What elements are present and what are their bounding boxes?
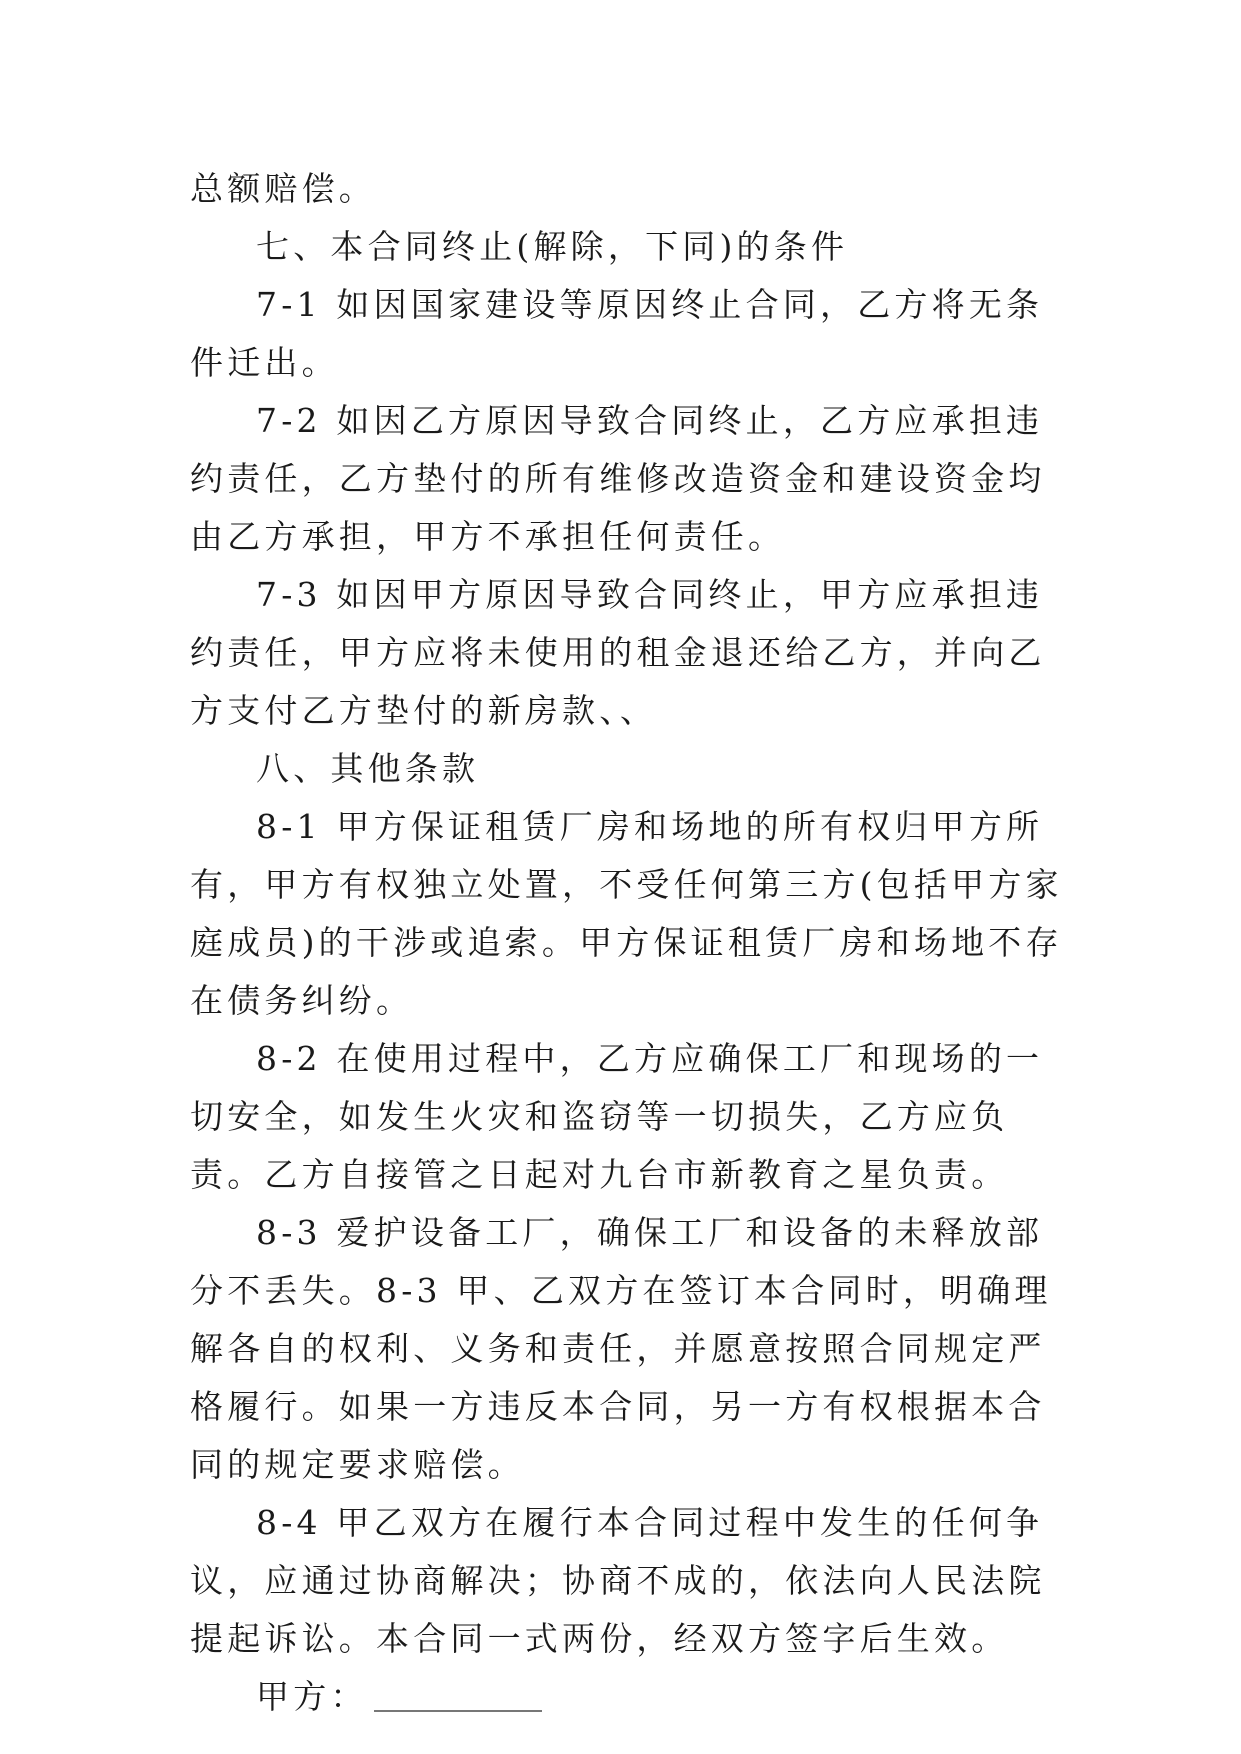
clause-8-4: 8-4 甲乙双方在履行本合同过程中发生的任何争议，应通过协商解决；协商不成的，依法向人民法院提起诉讼。本合同一式两份，经双方签字后生效。 — [190, 1503, 1046, 1658]
document-body — [190, 160, 1070, 1726]
signature-blank-line — [374, 1680, 542, 1712]
clause-8-1: 8-1 甲方保证租赁厂房和场地的所有权归甲方所有，甲方有权独立处置，不受任何第三方(包括甲方家庭成员)的干涉或追索。甲方保证租赁厂房和场地不存在债务纠纷。 — [190, 807, 1063, 1020]
clause-8-2: 8-2 在使用过程中，乙方应确保工厂和现场的一切安全，如发生火灾和盗窃等一切损失，乙方应负责。乙方自接管之日起对九台市新教育之星负责。 — [190, 1039, 1044, 1194]
clause-7-3: 7-3 如因甲方原因导致合同终止，甲方应承担违约责任，甲方应将未使用的租金退还给乙方，并向乙方支付乙方垫付的新房款、、 — [190, 575, 1046, 730]
paragraph: 总额赔偿。 — [190, 169, 376, 208]
clause-7-2: 7-2 如因乙方原因导致合同终止，乙方应承担违约责任，乙方垫付的所有维修改造资金和建设资金均由乙方承担，甲方不承担任何责任。 — [190, 401, 1046, 556]
signature-label: 甲方： — [256, 1677, 368, 1716]
section-heading-termination: 七、本合同终止(解除，下同)的条件 — [256, 227, 849, 266]
clause-7-1: 7-1 如因国家建设等原因终止合同，乙方将无条件迁出。 — [190, 285, 1044, 382]
signature-party-a — [190, 1668, 1070, 1726]
section-heading-other-terms: 八、其他条款 — [256, 749, 480, 788]
clause-8-3: 8-3 爱护设备工厂，确保工厂和设备的未释放部分不丢失。8-3 甲、乙双方在签订本合同时，明确理解各自的权利、义务和责任，并愿意按照合同规定严格履行。如果一方违反本合同，另一方有权根据本合同的规定要求赔偿。 — [190, 1213, 1052, 1484]
